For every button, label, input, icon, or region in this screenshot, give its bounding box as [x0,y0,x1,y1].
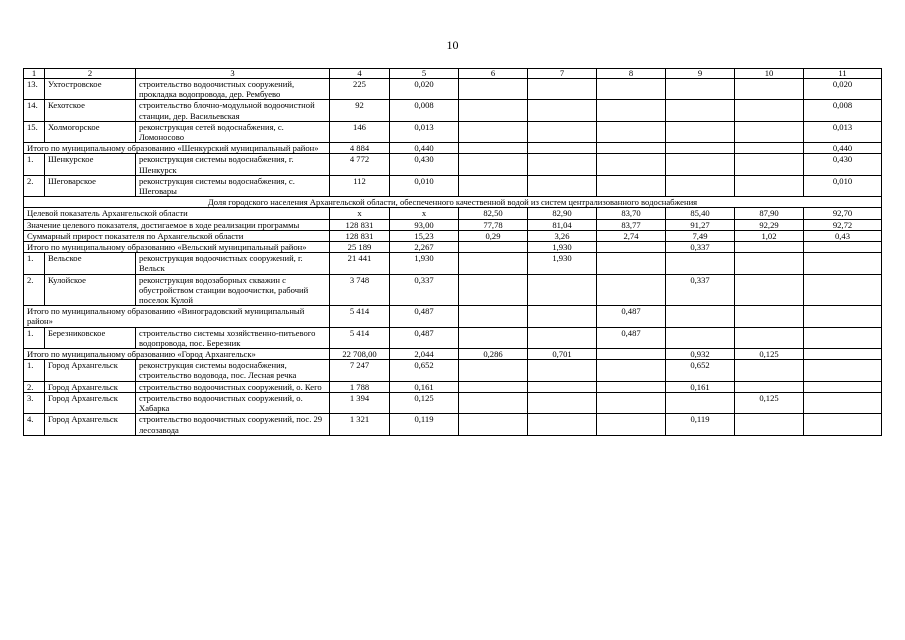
measure-description-cell: строительство блочно-модульной водоочистной станции, дер. Васильевская [136,100,330,121]
value-cell: 21 441 [330,253,390,274]
value-cell [459,306,528,327]
table-row [24,154,882,175]
item-number-cell: 1. [24,253,45,274]
value-cell [597,100,666,121]
value-cell [735,327,804,348]
total-label-cell: Итого по муниципальному образованию «Город Архангельск» [24,349,330,360]
municipality-cell: Кехотское [45,100,136,121]
measure-description-cell: реконструкция системы водоснабжения, строительство водовода, пос. Лесная речка [136,360,330,381]
value-cell [735,242,804,253]
value-cell: 0,487 [597,306,666,327]
value-cell [735,154,804,175]
column-number-cell: 4 [330,69,390,79]
value-cell [666,306,735,327]
value-cell: 93,00 [390,219,459,230]
value-cell: 0,337 [390,274,459,306]
table-row [24,208,882,219]
value-cell: 4 772 [330,154,390,175]
municipality-cell: Холмогорское [45,121,136,142]
value-cell: 85,40 [666,208,735,219]
value-cell [666,79,735,100]
value-cell [735,100,804,121]
municipality-cell: Город Архангельск [45,392,136,413]
value-cell: 0,125 [735,349,804,360]
value-cell [528,79,597,100]
value-cell [528,143,597,154]
value-cell: 0,125 [390,392,459,413]
municipality-cell: Ухтостровское [45,79,136,100]
value-cell [735,175,804,196]
value-cell [804,306,882,327]
measure-description-cell: реконструкция сетей водоснабжения, с. Ломоносово [136,121,330,142]
value-cell: 87,90 [735,208,804,219]
measure-description-cell: реконструкция водоочистных сооружений, г. Вельск [136,253,330,274]
value-cell: 22 708,00 [330,349,390,360]
value-cell [597,274,666,306]
value-cell: 15,23 [390,230,459,241]
column-number-cell: 8 [597,69,666,79]
value-cell: 92 [330,100,390,121]
value-cell [666,121,735,142]
item-number-cell: 2. [24,175,45,196]
value-cell [459,274,528,306]
table-row [24,79,882,100]
value-cell [459,121,528,142]
value-cell [528,175,597,196]
column-number-row [24,69,882,79]
value-cell [528,274,597,306]
value-cell [528,306,597,327]
value-cell [597,121,666,142]
value-cell [666,154,735,175]
value-cell: 92,29 [735,219,804,230]
municipality-cell: Город Архангельск [45,414,136,435]
total-label-cell: Итого по муниципальному образованию «Вельский муниципальный район» [24,242,330,253]
value-cell: 225 [330,79,390,100]
column-number-cell: 2 [45,69,136,79]
value-cell [459,154,528,175]
value-cell [666,100,735,121]
value-cell: 92,72 [804,219,882,230]
value-cell: 0,119 [390,414,459,435]
value-cell [459,327,528,348]
total-label-cell: Значение целевого показателя, достигаемое в ходе реализации программы [24,219,330,230]
value-cell [528,381,597,392]
measure-description-cell: строительство водоочистных сооружений, о. Хабарка [136,392,330,413]
value-cell: 83,77 [597,219,666,230]
value-cell [597,175,666,196]
value-cell [597,242,666,253]
value-cell [804,414,882,435]
value-cell: 0,440 [390,143,459,154]
value-cell: 0,337 [666,274,735,306]
municipality-cell: Город Архангельск [45,360,136,381]
value-cell: 1,02 [735,230,804,241]
table-row [24,306,882,327]
item-number-cell: 15. [24,121,45,142]
value-cell [459,175,528,196]
value-cell: 0,430 [390,154,459,175]
municipality-cell: Вельское [45,253,136,274]
value-cell [804,392,882,413]
value-cell [735,381,804,392]
table-row [24,230,882,241]
value-cell [735,253,804,274]
value-cell [597,79,666,100]
value-cell: 7 247 [330,360,390,381]
value-cell: 0,43 [804,230,882,241]
value-cell [528,327,597,348]
table-row [24,121,882,142]
value-cell: 0,020 [390,79,459,100]
value-cell [528,154,597,175]
value-cell: 77,78 [459,219,528,230]
table-row [24,381,882,392]
value-cell: х [390,208,459,219]
value-cell: 83,70 [597,208,666,219]
item-number-cell: 3. [24,392,45,413]
value-cell: 0,013 [804,121,882,142]
value-cell: 5 414 [330,306,390,327]
column-number-cell: 7 [528,69,597,79]
value-cell [597,414,666,435]
value-cell: 112 [330,175,390,196]
value-cell [597,381,666,392]
total-label-cell: Суммарный прирост показателя по Архангельской области [24,230,330,241]
table-row [24,349,882,360]
value-cell [735,274,804,306]
value-cell: 2,74 [597,230,666,241]
value-cell: 25 189 [330,242,390,253]
value-cell [528,121,597,142]
table-row [24,197,882,208]
measure-description-cell: реконструкция водозаборных скважин с обустройством станции водоочистки, рабочий поселок Кулой [136,274,330,306]
value-cell [735,121,804,142]
value-cell [735,414,804,435]
measure-description-cell: строительство водоочистных сооружений, пос. 29 лесозавода [136,414,330,435]
value-cell: 0,008 [804,100,882,121]
value-cell [804,274,882,306]
value-cell: 3 748 [330,274,390,306]
value-cell [528,392,597,413]
item-number-cell: 2. [24,274,45,306]
value-cell: 1 394 [330,392,390,413]
value-cell [804,327,882,348]
section-title-cell: Доля городского населения Архангельской области, обеспеченного качественной водой из систем централизованного водоснабжения [24,197,882,208]
table-row [24,175,882,196]
column-number-cell: 5 [390,69,459,79]
column-number-cell: 3 [136,69,330,79]
value-cell [735,360,804,381]
total-label-cell: Целевой показатель Архангельской области [24,208,330,219]
value-cell [804,253,882,274]
value-cell: 7,49 [666,230,735,241]
value-cell [666,143,735,154]
table-row [24,274,882,306]
value-cell: 81,04 [528,219,597,230]
value-cell [459,143,528,154]
column-number-cell: 10 [735,69,804,79]
value-cell: 0,125 [735,392,804,413]
value-cell [804,381,882,392]
municipality-cell: Город Архангельск [45,381,136,392]
measure-description-cell: строительство системы хозяйственно-питьевого водопровода, пос. Березник [136,327,330,348]
item-number-cell: 13. [24,79,45,100]
total-label-cell: Итого по муниципальному образованию «Виноградовский муниципальный район» [24,306,330,327]
value-cell: 0,008 [390,100,459,121]
measure-description-cell: строительство водоочистных сооружений, прокладка водопровода, дер. Рембуево [136,79,330,100]
value-cell: 0,161 [390,381,459,392]
item-number-cell: 1. [24,327,45,348]
value-cell: 0,010 [804,175,882,196]
measure-description-cell: реконструкция системы водоснабжения, с. Шеговары [136,175,330,196]
value-cell [459,360,528,381]
value-cell: 0,010 [390,175,459,196]
value-cell: 1 788 [330,381,390,392]
value-cell [459,79,528,100]
value-cell: 0,013 [390,121,459,142]
table-row [24,253,882,274]
value-cell [666,253,735,274]
column-number-cell: 1 [24,69,45,79]
value-cell [597,253,666,274]
column-number-cell: 6 [459,69,528,79]
value-cell: 0,701 [528,349,597,360]
value-cell: 128 831 [330,230,390,241]
value-cell [459,253,528,274]
value-cell: 0,161 [666,381,735,392]
value-cell [459,100,528,121]
table-row [24,100,882,121]
measure-description-cell: реконструкция системы водоснабжения, г. Шенкурск [136,154,330,175]
value-cell: 0,652 [390,360,459,381]
table-row [24,414,882,435]
value-cell [528,414,597,435]
value-cell [804,349,882,360]
value-cell [735,306,804,327]
item-number-cell: 2. [24,381,45,392]
value-cell [597,154,666,175]
table-row [24,242,882,253]
value-cell [735,143,804,154]
value-cell: 0,29 [459,230,528,241]
value-cell: 0,487 [597,327,666,348]
value-cell: 0,487 [390,327,459,348]
table-row [24,392,882,413]
value-cell: 0,119 [666,414,735,435]
value-cell [528,100,597,121]
value-cell: 2,267 [390,242,459,253]
item-number-cell: 14. [24,100,45,121]
table-body [24,69,882,436]
value-cell: 0,440 [804,143,882,154]
value-cell: 0,020 [804,79,882,100]
value-cell [459,381,528,392]
value-cell: 82,90 [528,208,597,219]
value-cell [459,414,528,435]
value-cell: 0,487 [390,306,459,327]
page-number: 10 [446,38,459,52]
table-row [24,143,882,154]
value-cell: 0,430 [804,154,882,175]
total-label-cell: Итого по муниципальному образованию «Шенкурский муниципальный район» [24,143,330,154]
value-cell: 128 831 [330,219,390,230]
municipality-cell: Березниковское [45,327,136,348]
value-cell: 1,930 [390,253,459,274]
value-cell [597,143,666,154]
value-cell [735,79,804,100]
value-cell: 2,044 [390,349,459,360]
table-row [24,360,882,381]
value-cell: 146 [330,121,390,142]
value-cell: 82,50 [459,208,528,219]
item-number-cell: 1. [24,360,45,381]
column-number-cell: 9 [666,69,735,79]
municipality-cell: Шенкурское [45,154,136,175]
value-cell: 5 414 [330,327,390,348]
value-cell [597,392,666,413]
value-cell [666,392,735,413]
value-cell: 1,930 [528,242,597,253]
water-supply-table [23,68,882,436]
item-number-cell: 4. [24,414,45,435]
measure-description-cell: строительство водоочистных сооружений, о. Кего [136,381,330,392]
value-cell [459,392,528,413]
value-cell: 0,932 [666,349,735,360]
value-cell: 0,286 [459,349,528,360]
value-cell [666,327,735,348]
column-number-cell: 11 [804,69,882,79]
value-cell: 0,652 [666,360,735,381]
value-cell: 1,930 [528,253,597,274]
value-cell: 91,27 [666,219,735,230]
value-cell [597,360,666,381]
value-cell [528,360,597,381]
value-cell [804,242,882,253]
value-cell: 0,337 [666,242,735,253]
municipality-cell: Кулойское [45,274,136,306]
value-cell: 1 321 [330,414,390,435]
table-row [24,219,882,230]
value-cell: 92,70 [804,208,882,219]
value-cell: 3,26 [528,230,597,241]
value-cell [666,175,735,196]
value-cell [804,360,882,381]
value-cell: х [330,208,390,219]
value-cell [459,242,528,253]
table-row [24,327,882,348]
value-cell [597,349,666,360]
municipality-cell: Шеговарское [45,175,136,196]
value-cell: 4 884 [330,143,390,154]
item-number-cell: 1. [24,154,45,175]
